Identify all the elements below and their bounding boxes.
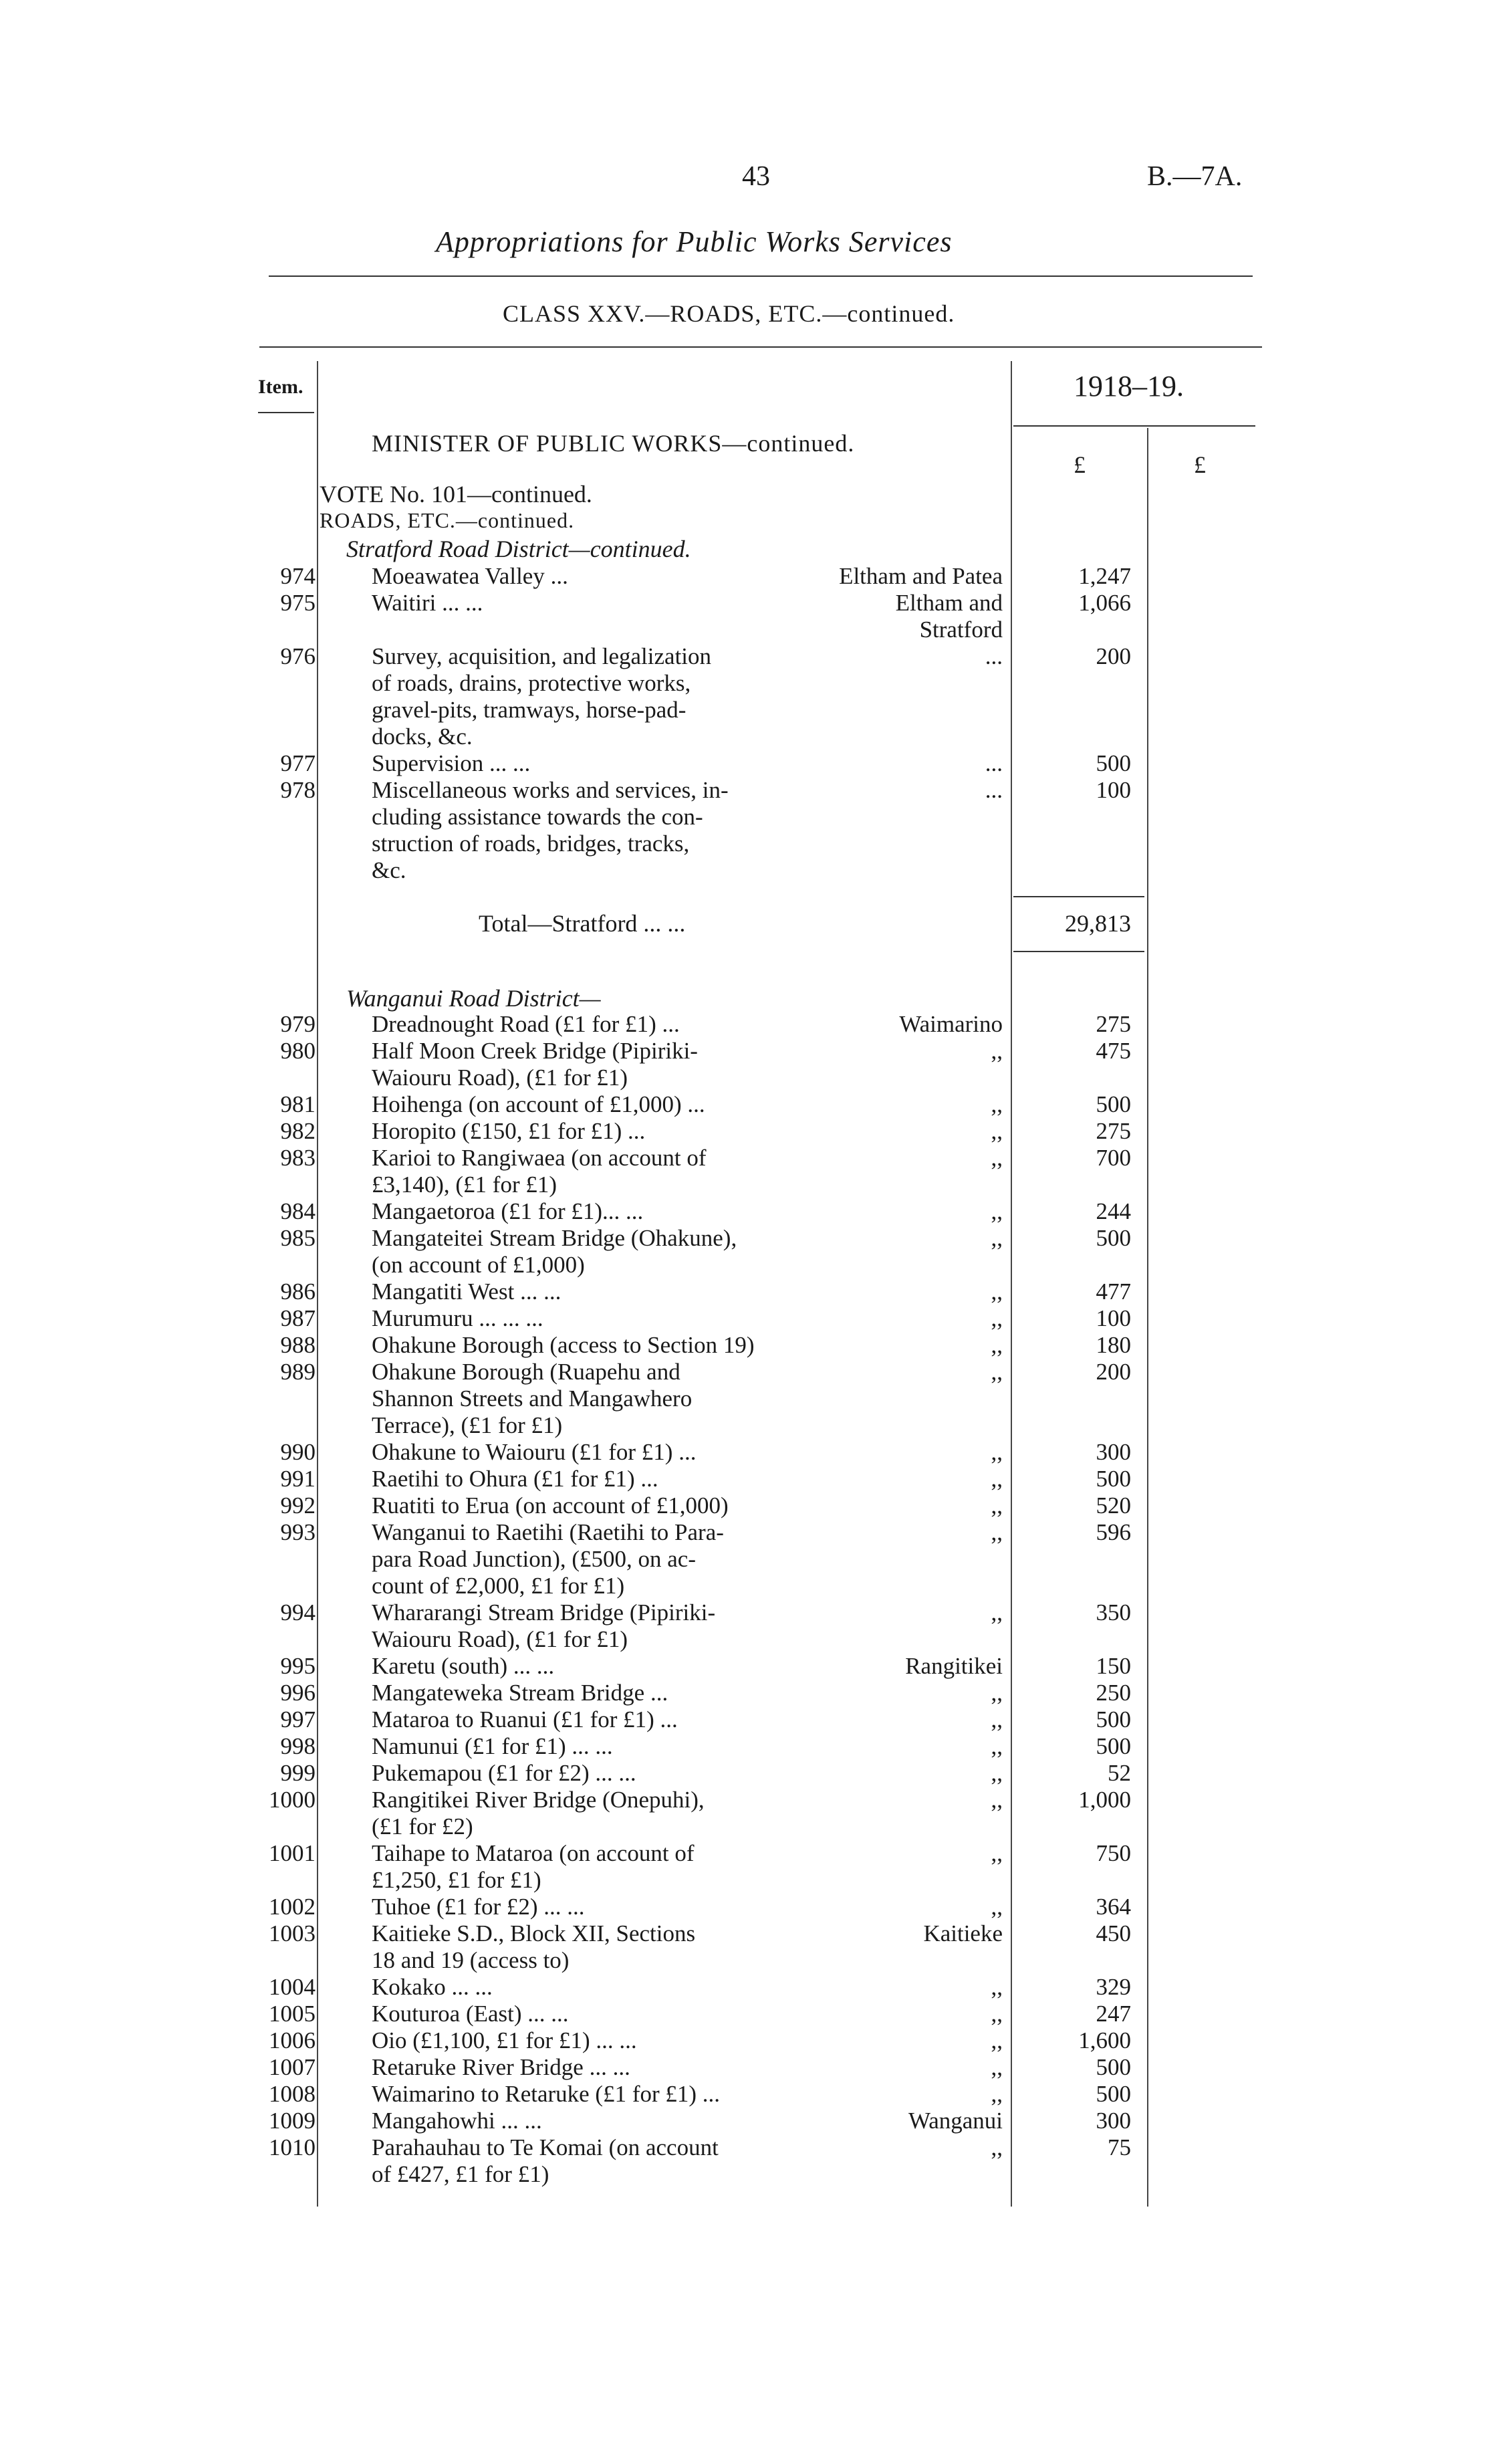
item-description: Karetu (south) ... ...: [372, 1653, 555, 1679]
item-column-rule: [317, 361, 318, 2207]
item-number: 1002: [269, 1894, 316, 1920]
item-description: Waimarino to Retaruke (£1 for £1) ...: [372, 2081, 721, 2107]
item-number: 999: [280, 1760, 316, 1786]
item-number: 984: [280, 1198, 316, 1224]
item-description: Wanganui to Raetihi (Raetihi to Para- para Road Junction), (£500, on ac- count of £2,000, £1 for £1): [372, 1519, 724, 1599]
item-description: Murumuru ... ... ...: [372, 1305, 543, 1331]
item-header-rule: [258, 412, 314, 413]
title-rule: [269, 275, 1253, 277]
item-description: Ruatiti to Erua (on account of £1,000): [372, 1492, 729, 1519]
item-amount: 1,600: [1078, 2027, 1131, 2053]
item-locality: ,,: [991, 1894, 1003, 1920]
item-amount: 500: [1096, 2054, 1131, 2080]
item-number: 993: [280, 1519, 316, 1545]
item-number: 1010: [269, 2134, 316, 2160]
item-description: Mangaetoroa (£1 for £1)... ...: [372, 1198, 644, 1224]
total-bottom-rule: [1013, 951, 1144, 952]
item-description: Kaitieke S.D., Block XII, Sections 18 and 19 (access to): [372, 1920, 696, 1973]
item-description: Dreadnought Road (£1 for £1) ...: [372, 1011, 680, 1037]
item-number: 976: [280, 643, 316, 669]
total-top-rule: [1013, 896, 1144, 897]
item-description: Tuhoe (£1 for £2) ... ...: [372, 1894, 585, 1920]
minister-heading: MINISTER OF PUBLIC WORKS—continued.: [372, 430, 855, 457]
item-number: 1006: [269, 2027, 316, 2053]
item-amount: 150: [1096, 1653, 1131, 1679]
item-amount: 500: [1096, 2081, 1131, 2107]
item-number: 1000: [269, 1787, 316, 1813]
item-amount: 596: [1096, 1519, 1131, 1545]
item-number: 986: [280, 1278, 316, 1305]
item-description: Ohakune Borough (Ruapehu and Shannon Streets and Mangawhero Terrace), (£1 for £1): [372, 1359, 693, 1438]
item-amount: 500: [1096, 1733, 1131, 1759]
item-locality: ,,: [991, 1225, 1003, 1251]
item-amount: 200: [1096, 643, 1131, 669]
item-locality: ...: [985, 643, 1003, 669]
item-description: Parahauhau to Te Komai (on account of £427, £1 for £1): [372, 2134, 719, 2187]
item-number: 1005: [269, 2001, 316, 2027]
roads-heading: ROADS, ETC.—continued.: [320, 508, 575, 532]
document-reference: B.—7A.: [1147, 161, 1243, 192]
item-amount: 247: [1096, 2001, 1131, 2027]
item-description: Moeawatea Valley ...: [372, 563, 568, 589]
item-amount: 244: [1096, 1198, 1131, 1224]
item-number: 987: [280, 1305, 316, 1331]
item-description: Raetihi to Ohura (£1 for £1) ...: [372, 1466, 658, 1492]
year-column-header: 1918–19.: [1074, 370, 1184, 403]
item-locality: ,,: [991, 1332, 1003, 1358]
item-locality: ,,: [991, 1760, 1003, 1786]
item-description: Whararangi Stream Bridge (Pipiriki- Waiouru Road), (£1 for £1): [372, 1599, 716, 1652]
pound-sign-header-2: £: [1194, 451, 1206, 478]
item-number: 975: [280, 590, 316, 616]
total-label: Total—Stratford ... ...: [479, 910, 686, 937]
item-locality: ,,: [991, 1198, 1003, 1224]
item-amount: 500: [1096, 1466, 1131, 1492]
item-number: 985: [280, 1225, 316, 1251]
item-number: 982: [280, 1118, 316, 1144]
item-number: 979: [280, 1011, 316, 1037]
item-number: 1003: [269, 1920, 316, 1946]
page-title: Appropriations for Public Works Services: [436, 225, 953, 258]
item-amount: 500: [1096, 750, 1131, 776]
vote-heading: VOTE No. 101—continued.: [320, 481, 592, 508]
item-locality: ,,: [991, 1519, 1003, 1545]
item-amount: 1,000: [1078, 1787, 1131, 1813]
item-locality: ,,: [991, 2001, 1003, 2027]
item-amount: 329: [1096, 1974, 1131, 2000]
item-locality: ,,: [991, 2081, 1003, 2107]
item-amount: 180: [1096, 1332, 1131, 1358]
item-amount: 300: [1096, 1439, 1131, 1465]
item-locality: Eltham and Stratford: [895, 590, 1003, 643]
item-description: Horopito (£150, £1 for £1) ...: [372, 1118, 646, 1144]
item-description: Miscellaneous works and services, in- cluding assistance towards the con- struction of roads, bridges, tracks, &c.: [372, 777, 729, 883]
item-number: 988: [280, 1332, 316, 1358]
item-amount: 275: [1096, 1011, 1131, 1037]
item-amount: 200: [1096, 1359, 1131, 1385]
item-description: Rangitikei River Bridge (Onepuhi), (£1 for £2): [372, 1787, 705, 1839]
item-locality: Eltham and Patea: [839, 563, 1003, 589]
item-locality: ,,: [991, 1974, 1003, 2000]
item-description: Half Moon Creek Bridge (Pipiriki- Waiouru Road), (£1 for £1): [372, 1038, 698, 1091]
item-number: 1009: [269, 2108, 316, 2134]
item-number: 1007: [269, 2054, 316, 2080]
item-description: Namunui (£1 for £1) ... ...: [372, 1733, 613, 1759]
item-locality: ...: [985, 777, 1003, 803]
item-number: 980: [280, 1038, 316, 1064]
item-number: 983: [280, 1145, 316, 1171]
item-amount: 300: [1096, 2108, 1131, 2134]
item-description: Mangatiti West ... ...: [372, 1278, 561, 1305]
item-number: 981: [280, 1091, 316, 1117]
item-amount: 350: [1096, 1599, 1131, 1626]
item-amount: 100: [1096, 1305, 1131, 1331]
total-amount: 29,813: [1065, 910, 1131, 937]
item-locality: Waimarino: [899, 1011, 1003, 1037]
item-description: Mataroa to Ruanui (£1 for £1) ...: [372, 1706, 678, 1732]
item-amount: 520: [1096, 1492, 1131, 1519]
item-description: Karioi to Rangiwaea (on account of £3,140), (£1 for £1): [372, 1145, 707, 1198]
item-locality: Wanganui: [908, 2108, 1003, 2134]
item-locality: ,,: [991, 1599, 1003, 1626]
item-locality: ,,: [991, 1840, 1003, 1866]
item-amount: 250: [1096, 1680, 1131, 1706]
item-locality: ,,: [991, 2054, 1003, 2080]
subtitle-rule: [259, 346, 1262, 348]
item-amount: 500: [1096, 1706, 1131, 1732]
item-amount: 750: [1096, 1840, 1131, 1866]
class-subtitle: CLASS XXV.—ROADS, ETC.—continued.: [503, 300, 955, 327]
item-amount: 52: [1108, 1760, 1131, 1786]
item-description: Hoihenga (on account of £1,000) ...: [372, 1091, 705, 1117]
item-description: Kouturoa (East) ... ...: [372, 2001, 569, 2027]
item-amount: 364: [1096, 1894, 1131, 1920]
item-number: 978: [280, 777, 316, 803]
item-amount: 500: [1096, 1091, 1131, 1117]
item-locality: ,,: [991, 1359, 1003, 1385]
item-locality: ,,: [991, 1466, 1003, 1492]
item-amount: 475: [1096, 1038, 1131, 1064]
item-number: 977: [280, 750, 316, 776]
item-description: Supervision ... ...: [372, 750, 531, 776]
item-amount: 700: [1096, 1145, 1131, 1171]
item-locality: ...: [985, 750, 1003, 776]
item-number: 995: [280, 1653, 316, 1679]
item-description: Mangahowhi ... ...: [372, 2108, 542, 2134]
item-locality: ,,: [991, 1439, 1003, 1465]
amount-column-rule: [1011, 361, 1012, 2207]
item-number: 991: [280, 1466, 316, 1492]
item-amount: 450: [1096, 1920, 1131, 1946]
item-locality: ,,: [991, 1038, 1003, 1064]
item-description: Ohakune to Waiouru (£1 for £1) ...: [372, 1439, 697, 1465]
item-description: Survey, acquisition, and legalization of roads, drains, protective works, gravel-pits, tramways, horse-pad- docks, &c.: [372, 643, 712, 750]
item-description: Retaruke River Bridge ... ...: [372, 2054, 630, 2080]
item-locality: ,,: [991, 1118, 1003, 1144]
item-locality: ,,: [991, 1305, 1003, 1331]
item-column-header: Item.: [258, 376, 303, 398]
item-locality: ,,: [991, 1145, 1003, 1171]
item-number: 990: [280, 1439, 316, 1465]
item-description: Oio (£1,100, £1 for £1) ... ...: [372, 2027, 637, 2053]
item-number: 996: [280, 1680, 316, 1706]
wanganui-district-heading: Wanganui Road District—: [346, 985, 601, 1012]
item-locality: ,,: [991, 2027, 1003, 2053]
item-amount: 275: [1096, 1118, 1131, 1144]
item-number: 992: [280, 1492, 316, 1519]
item-locality: ,,: [991, 1492, 1003, 1519]
item-amount: 1,066: [1078, 590, 1131, 616]
year-header-rule: [1013, 425, 1255, 427]
item-locality: ,,: [991, 1680, 1003, 1706]
page-number: 43: [742, 161, 770, 192]
item-locality: ,,: [991, 1706, 1003, 1732]
pound-sign-header: £: [1074, 451, 1086, 478]
item-description: Taihape to Mataroa (on account of £1,250, £1 for £1): [372, 1840, 695, 1893]
item-number: 998: [280, 1733, 316, 1759]
item-number: 997: [280, 1706, 316, 1732]
item-locality: ,,: [991, 1787, 1003, 1813]
item-description: Mangateweka Stream Bridge ...: [372, 1680, 668, 1706]
item-amount: 500: [1096, 1225, 1131, 1251]
item-amount: 477: [1096, 1278, 1131, 1305]
item-number: 994: [280, 1599, 316, 1626]
item-locality: Kaitieke: [923, 1920, 1003, 1946]
item-number: 1001: [269, 1840, 316, 1866]
item-locality: ,,: [991, 1733, 1003, 1759]
item-locality: ,,: [991, 1278, 1003, 1305]
item-description: Waitiri ... ...: [372, 590, 483, 616]
item-number: 974: [280, 563, 316, 589]
item-locality: ,,: [991, 1091, 1003, 1117]
item-number: 1004: [269, 1974, 316, 2000]
item-locality: Rangitikei: [905, 1653, 1003, 1679]
second-amount-column-rule: [1147, 428, 1148, 2207]
item-number: 989: [280, 1359, 316, 1385]
item-number: 1008: [269, 2081, 316, 2107]
stratford-district-heading: Stratford Road District—continued.: [346, 536, 691, 562]
item-description: Kokako ... ...: [372, 1974, 493, 2000]
item-description: Ohakune Borough (access to Section 19): [372, 1332, 755, 1358]
item-locality: ,,: [991, 2134, 1003, 2160]
item-amount: 100: [1096, 777, 1131, 803]
item-amount: 75: [1108, 2134, 1131, 2160]
item-description: Mangateitei Stream Bridge (Ohakune), (on account of £1,000): [372, 1225, 737, 1278]
item-amount: 1,247: [1078, 563, 1131, 589]
item-description: Pukemapou (£1 for £2) ... ...: [372, 1760, 636, 1786]
